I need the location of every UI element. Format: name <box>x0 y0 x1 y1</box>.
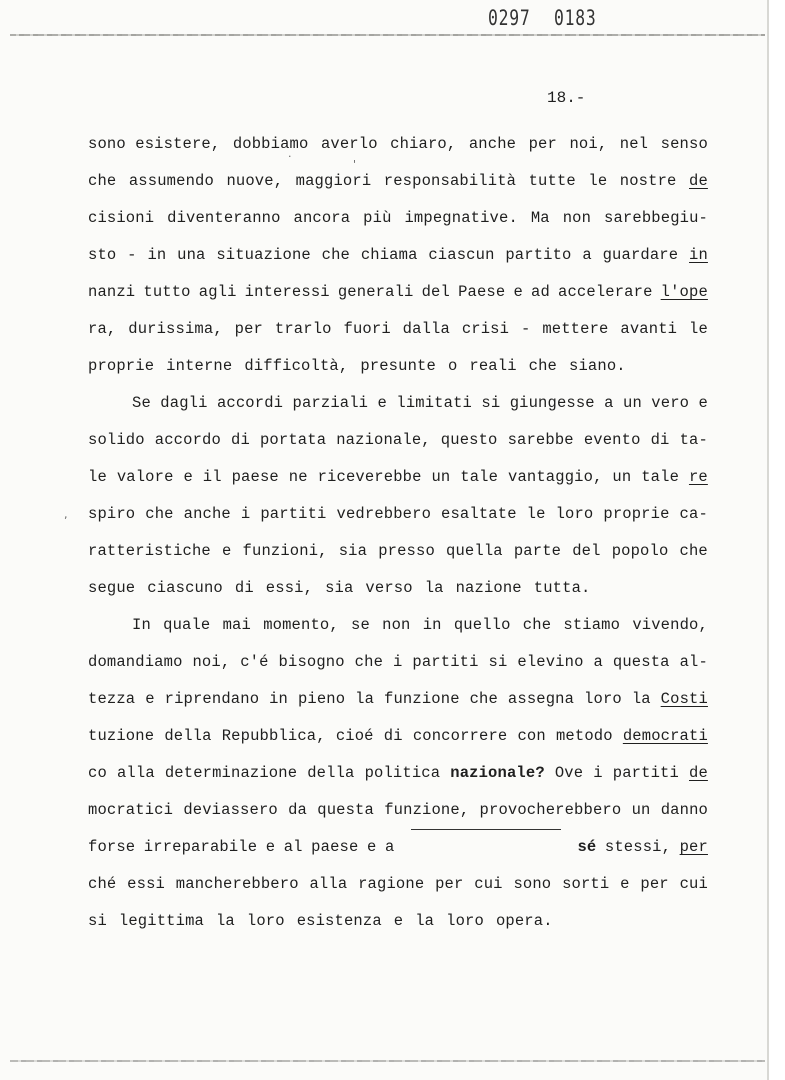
word: per <box>234 320 264 338</box>
text-line <box>88 348 708 385</box>
ink-speck: ' <box>353 158 357 171</box>
word: siano. <box>569 357 626 375</box>
word: tutta. <box>533 579 591 597</box>
word: ragione <box>358 875 425 893</box>
word: c'é <box>240 653 269 671</box>
word: per <box>435 875 464 893</box>
word: evento <box>583 431 641 449</box>
word: provocherebbero <box>479 801 622 819</box>
word: Ove <box>554 764 584 782</box>
word: presso <box>378 542 435 560</box>
word: opera. <box>495 912 553 930</box>
text-line <box>88 644 708 681</box>
word: e <box>698 394 708 412</box>
word: elevino <box>517 653 584 671</box>
word: che <box>145 505 174 523</box>
word: per <box>679 838 708 856</box>
word: partiti <box>260 505 327 523</box>
word: pieno <box>297 690 346 708</box>
word: determinazione <box>164 764 298 782</box>
word: di <box>650 431 670 449</box>
word: e <box>393 912 404 930</box>
word: parziali <box>292 394 369 412</box>
word: ta- <box>679 431 708 449</box>
word: paese <box>311 838 359 856</box>
word: le <box>88 468 107 486</box>
word: diventeranno <box>167 209 281 227</box>
text-line <box>88 533 708 570</box>
word: chiaro, <box>390 135 457 153</box>
word: alla <box>309 875 348 893</box>
word: una <box>177 246 206 264</box>
word: a <box>582 246 592 264</box>
word: quella <box>446 542 503 560</box>
word: accordi <box>216 394 284 412</box>
word: quello <box>453 616 511 634</box>
word: in <box>422 616 442 634</box>
word: senso <box>660 135 708 153</box>
word: ché <box>88 875 117 893</box>
word: co <box>88 764 107 782</box>
word: irreparabile <box>143 838 258 856</box>
word: o <box>447 357 458 375</box>
word: e <box>377 394 387 412</box>
ink-speck: · <box>288 150 292 163</box>
text-line <box>88 274 708 311</box>
word: sia <box>325 579 354 597</box>
word: mancherebbero <box>175 875 299 893</box>
word: segue <box>88 579 136 597</box>
word: sto <box>88 246 117 264</box>
word: non <box>382 616 411 634</box>
word: della <box>307 764 355 782</box>
word: averlo <box>320 135 378 153</box>
word: i <box>593 764 603 782</box>
text-line <box>88 496 708 533</box>
strike-rule <box>411 829 561 830</box>
word: la <box>424 579 444 597</box>
word: essi, <box>265 579 314 597</box>
word: maggiori <box>295 172 372 190</box>
word: nel <box>619 135 649 153</box>
word: domandiamo <box>88 653 183 671</box>
archive-number-second: 0183 <box>553 6 597 30</box>
word: cui <box>474 875 503 893</box>
archive-number-first: 0297 <box>488 6 531 30</box>
word: valore <box>116 468 174 486</box>
word: di <box>231 431 250 449</box>
text-line <box>88 903 708 940</box>
word: non <box>562 209 592 227</box>
word: ad <box>531 283 550 301</box>
word: e <box>620 875 630 893</box>
word: quale <box>163 616 211 634</box>
word: riprendano <box>164 690 260 708</box>
word: vero <box>651 394 690 412</box>
word: bisogno <box>278 653 345 671</box>
word: e <box>513 283 523 301</box>
text-line <box>88 311 708 348</box>
text-line <box>88 681 708 718</box>
word: sono esistere, <box>88 135 221 153</box>
word: e <box>183 468 193 486</box>
word: - <box>127 246 137 264</box>
word: con <box>517 727 546 745</box>
word: partiti <box>612 764 679 782</box>
word: alla <box>116 764 155 782</box>
text-line <box>88 792 708 829</box>
word: paese <box>231 468 279 486</box>
word: sarebbegiu- <box>604 209 708 227</box>
word: assumendo <box>128 172 214 190</box>
word: loro <box>446 912 484 930</box>
word: sono <box>513 875 552 893</box>
word: crisi <box>461 320 510 338</box>
word: sarebbe <box>507 431 574 449</box>
word: loro <box>584 690 622 708</box>
word: situazione <box>216 246 311 264</box>
word: verso <box>365 579 413 597</box>
word: cisioni <box>88 209 155 227</box>
bottom-edge-line <box>10 1060 765 1062</box>
text-line <box>88 422 708 459</box>
word: assegna <box>507 690 575 708</box>
text-line <box>88 459 708 496</box>
word: noi, <box>192 653 231 671</box>
word: l'ope <box>660 283 708 301</box>
word: ciascuno <box>147 579 223 597</box>
text-line <box>88 755 708 792</box>
text-line <box>88 385 708 422</box>
word: e <box>221 542 232 560</box>
word: partito <box>505 246 572 264</box>
top-edge-line <box>10 34 765 36</box>
word: Repubblica, <box>221 727 326 745</box>
word: tutte <box>528 172 576 190</box>
word: nanzi <box>88 283 136 301</box>
word: al <box>283 838 303 856</box>
word: durissima, <box>128 320 223 338</box>
word: la <box>415 912 435 930</box>
word: al- <box>679 653 708 671</box>
word: difficoltà, <box>244 357 349 375</box>
word: un <box>631 801 651 819</box>
word: tezza <box>88 690 136 708</box>
word: a <box>593 653 603 671</box>
word: Ma <box>530 209 550 227</box>
word: ne <box>288 468 308 486</box>
text-line <box>88 829 708 866</box>
word: si <box>481 394 501 412</box>
word: de <box>689 764 708 782</box>
word: deviassero <box>183 801 278 819</box>
word: i <box>392 653 403 671</box>
word: che <box>469 690 498 708</box>
word: partiti <box>412 653 479 671</box>
word: sorti <box>562 875 610 893</box>
word: per <box>528 135 557 153</box>
word: Paese <box>458 283 506 301</box>
word: la <box>631 690 651 708</box>
word: legittima <box>118 912 204 930</box>
word: nazionale? <box>450 764 545 782</box>
word: stiamo <box>563 616 621 634</box>
word: tuzione <box>88 727 155 745</box>
text-line <box>88 200 708 237</box>
word: nostre <box>619 172 677 190</box>
word: nuove, <box>226 172 284 190</box>
word: tutto <box>143 283 191 301</box>
word: per <box>640 875 669 893</box>
word: loro <box>555 505 594 523</box>
word: Se <box>132 394 151 412</box>
word: danno <box>660 801 708 819</box>
word: dagli <box>160 394 208 412</box>
word: le <box>526 505 546 523</box>
word: un <box>612 468 632 486</box>
word: e <box>145 690 155 708</box>
word: in <box>269 690 288 708</box>
word: il <box>202 468 222 486</box>
word: funzioni, <box>242 542 328 560</box>
word: funzione <box>384 690 460 708</box>
word: se <box>351 616 370 634</box>
word: fuori <box>343 320 391 338</box>
word: che <box>354 653 384 671</box>
word: la <box>355 690 375 708</box>
word: reali <box>469 357 517 375</box>
word: democrati <box>622 727 708 745</box>
word: si <box>88 912 107 930</box>
word: cioé <box>335 727 374 745</box>
word: metodo <box>555 727 613 745</box>
archive-stamp-number <box>488 6 597 30</box>
text-line <box>88 866 708 903</box>
page-number: 18.- <box>547 89 586 107</box>
word: questo <box>440 431 498 449</box>
word: di <box>234 579 254 597</box>
word: sia <box>338 542 368 560</box>
word: popolo <box>611 542 669 560</box>
word: tale <box>641 468 680 486</box>
word: che <box>522 616 552 634</box>
word: dobbiamo <box>232 135 309 153</box>
word: tale <box>460 468 499 486</box>
word: funzione, <box>384 801 470 819</box>
word: ratteristiche <box>88 542 211 560</box>
word: della <box>164 727 212 745</box>
word: un <box>431 468 451 486</box>
word: giungesse <box>509 394 595 412</box>
word: accelerare <box>558 283 653 301</box>
word: mai <box>222 616 251 634</box>
word: le <box>689 320 708 338</box>
word: forse <box>88 838 136 856</box>
word: ra, <box>88 320 117 338</box>
word: loro <box>246 912 285 930</box>
word: del <box>421 283 450 301</box>
word: avanti <box>620 320 678 338</box>
word: che <box>528 357 558 375</box>
word: a <box>384 838 395 856</box>
word: portata <box>259 431 327 449</box>
word: trarlo <box>274 320 332 338</box>
word: esistenza <box>296 912 382 930</box>
word: Costi <box>660 690 708 708</box>
word: e <box>265 838 276 856</box>
word: vedrebbero <box>336 505 432 523</box>
word: ciascun <box>428 246 495 264</box>
word: parte <box>513 542 562 560</box>
text-line <box>88 163 708 200</box>
word: agli <box>198 283 237 301</box>
word: a <box>604 394 614 412</box>
word: spiro <box>88 505 136 523</box>
word: la <box>215 912 235 930</box>
word: questa <box>612 653 670 671</box>
ink-speck: , <box>64 508 68 521</box>
text-line <box>88 570 708 607</box>
word: da <box>288 801 307 819</box>
word: le <box>588 172 608 190</box>
word: presunte <box>360 357 436 375</box>
word: si <box>488 653 508 671</box>
word: essi <box>127 875 165 893</box>
word: momento, <box>263 616 339 634</box>
word: impegnative. <box>404 209 518 227</box>
word: interessi <box>244 283 330 301</box>
word: concorrere <box>412 727 508 745</box>
word: che <box>679 542 708 560</box>
word: esaltate <box>441 505 517 523</box>
word: noi, <box>569 135 608 153</box>
word: che <box>88 172 117 190</box>
text-line <box>88 718 708 755</box>
body-text <box>88 126 708 940</box>
text-line <box>88 237 708 274</box>
word: dalla <box>402 320 450 338</box>
word: re <box>688 468 708 486</box>
word: ancora <box>293 209 351 227</box>
word: del <box>572 542 601 560</box>
word: nazionale, <box>336 431 431 449</box>
word: anche <box>468 135 517 153</box>
word: accordo <box>154 431 221 449</box>
word: questa <box>317 801 374 819</box>
word: generali <box>337 283 414 301</box>
word: mettere <box>542 320 609 338</box>
word: responsabilità <box>383 172 517 190</box>
word: e <box>366 838 377 856</box>
word: politica <box>364 764 441 782</box>
word: vantaggio, <box>508 468 603 486</box>
word: vivendo, <box>632 616 708 634</box>
word: solido <box>88 431 145 449</box>
word: sé <box>577 838 597 856</box>
word: anche <box>183 505 231 523</box>
word: i <box>240 505 251 523</box>
word: che <box>321 246 351 264</box>
word: ca- <box>679 505 708 523</box>
word: un <box>623 394 642 412</box>
word: stessi, <box>604 838 672 856</box>
word: più <box>363 209 392 227</box>
word: in <box>147 246 167 264</box>
text-line <box>88 607 708 644</box>
word: interne <box>166 357 233 375</box>
word: in <box>689 246 708 264</box>
word: limitati <box>396 394 472 412</box>
word: proprie <box>88 357 155 375</box>
word: proprie <box>603 505 670 523</box>
word: mocratici <box>88 801 174 819</box>
word: - <box>520 320 531 338</box>
word: guardare <box>602 246 679 264</box>
text-line <box>88 126 708 163</box>
word: riceverebbe <box>317 468 422 486</box>
word: chiama <box>360 246 418 264</box>
word: nazione <box>455 579 522 597</box>
word: de <box>689 172 708 190</box>
word: In <box>132 616 151 634</box>
word: cui <box>679 875 708 893</box>
word: di <box>383 727 403 745</box>
